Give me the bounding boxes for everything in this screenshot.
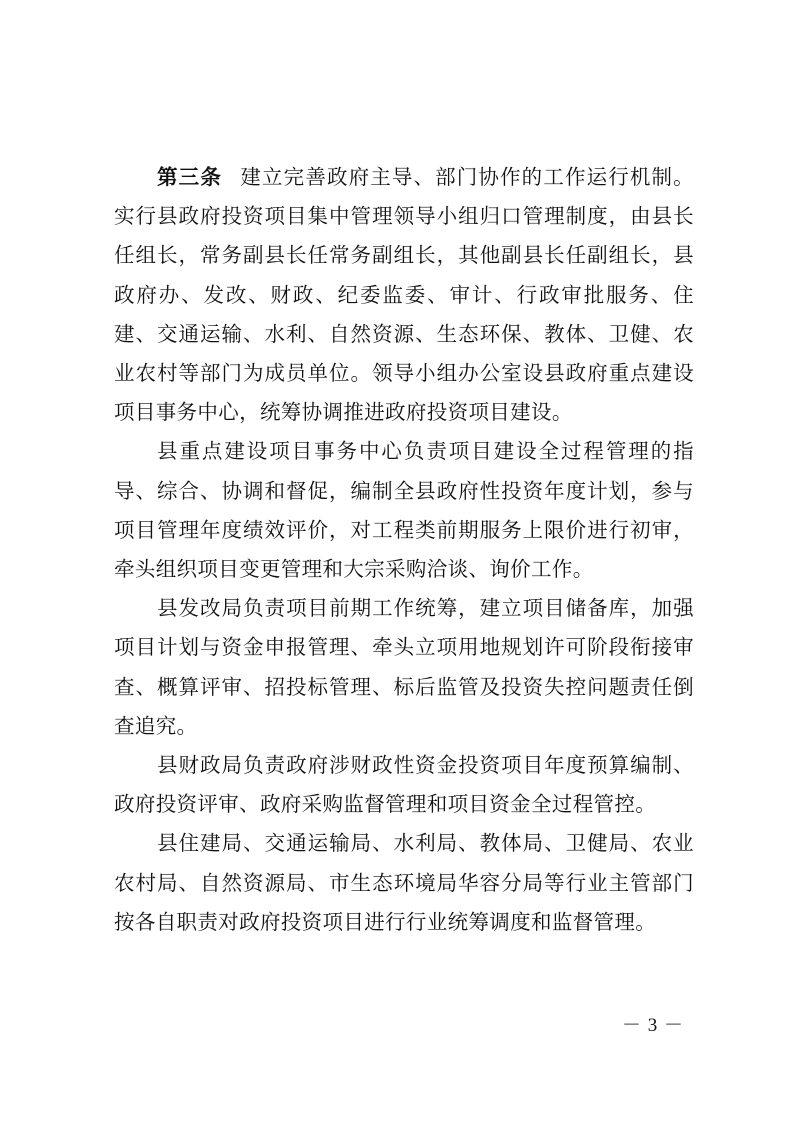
paragraph-article-3 [114,158,694,432]
paragraph-industry-departments: 县住建局、交通运输局、水利局、教体局、卫健局、农业农村局、自然资源局、市生态环境局华容分局等行业主管部门按各自职责对政府投资项目进行行业统筹调度和监督管理。 [114,831,694,934]
paragraph-key-projects-center: 县重点建设项目事务中心负责项目建设全过程管理的指导、综合、协调和督促，编制全县政府性投资年度计划，参与项目管理年度绩效评价，对工程类前期服务上限价进行初审，牵头组织项目变更管理和大宗采购洽谈、询价工作。 [114,439,694,582]
paragraph-finance-bureau: 县财政局负责政府涉财政性资金投资项目年度预算编制、政府投资评审、政府采购监督管理和项目资金全过程管控。 [114,753,694,817]
paragraph-development-reform-bureau: 县发改局负责项目前期工作统筹，建立项目储备库，加强项目计划与资金申报管理、牵头立项用地规划许可阶段衔接审查、概算评审、招投标管理、标后监管及投资失控问题责任倒查追究。 [114,596,694,738]
body-text [114,158,694,942]
paragraph-text: 建立完善政府主导、部门协作的工作运行机制。实行县政府投资项目集中管理领导小组归口管理制度，由县长任组长，常务副县长任常务副组长，其他副县长任副组长，县政府办、发改、财政、纪委监委、审计、行政审批服务、住建、交通运输、水利、自然资源、生态环保、教体、卫健、农业农村等部门为成员单位。领导小组办公室设县政府重点建设项目事务中心，统筹协调推进政府投资项目建设。 [114,165,694,425]
article-heading: 第三条 [157,165,222,189]
page-number: － 3 － [622,1015,685,1036]
